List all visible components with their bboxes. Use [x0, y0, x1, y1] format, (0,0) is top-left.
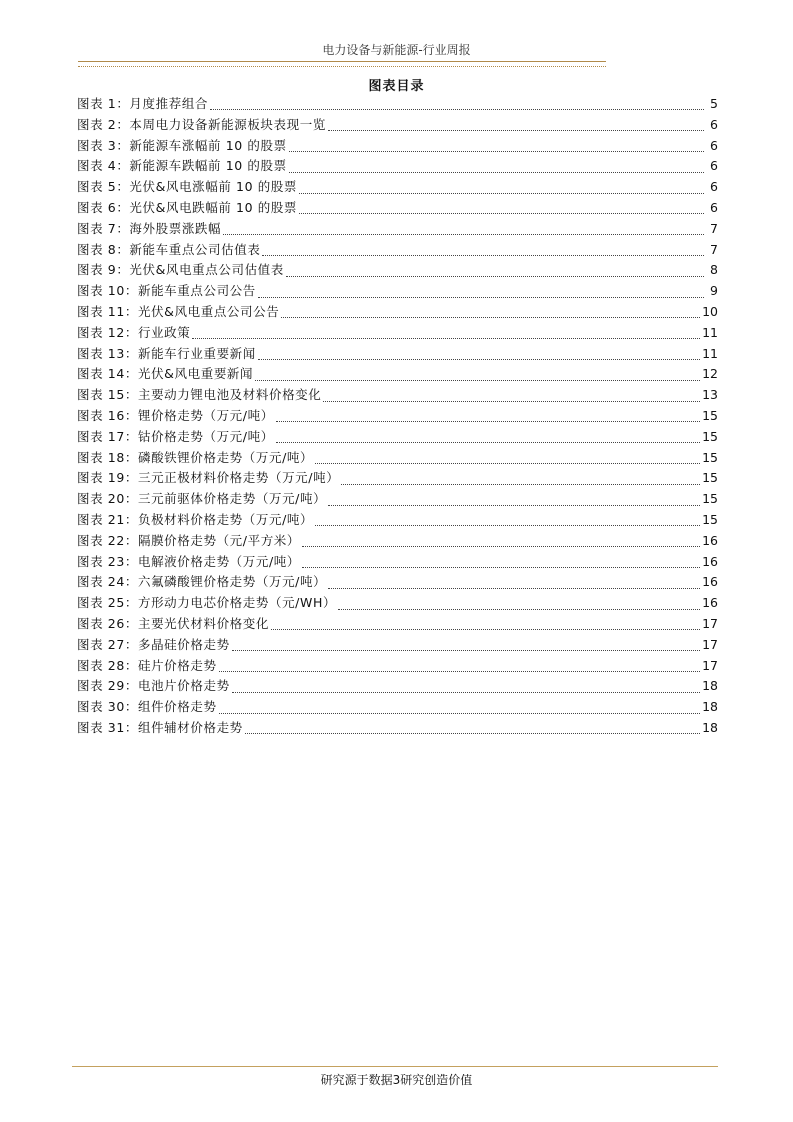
toc-entry-label: 图表 30：组件价格走势 — [77, 699, 217, 715]
toc-entry-page: 11 — [702, 324, 718, 340]
toc-dot-leader — [338, 608, 700, 610]
toc-dot-leader — [258, 296, 704, 298]
toc-entry-label: 图表 12：行业政策 — [77, 324, 191, 340]
toc-entry[interactable] — [77, 718, 718, 739]
toc-dot-leader — [232, 649, 700, 651]
toc-entry-label: 图表 18：磷酸铁锂价格走势（万元/吨） — [77, 449, 314, 465]
toc-entry[interactable] — [77, 385, 718, 406]
toc-dot-leader — [262, 254, 704, 256]
toc-entry-label: 图表 4：新能源车跌幅前 10 的股票 — [77, 158, 287, 174]
toc-entry-page: 16 — [702, 574, 718, 590]
toc-entry-page: 6 — [710, 199, 718, 215]
toc-entry-page: 6 — [710, 116, 718, 132]
toc-entry-label: 图表 14：光伏&风电重要新闻 — [77, 366, 254, 382]
toc-entry-page: 9 — [710, 283, 718, 299]
toc-entry[interactable] — [77, 344, 718, 365]
toc-entry-label: 图表 2：本周电力设备新能源板块表现一览 — [77, 116, 326, 132]
toc-dot-leader — [271, 628, 700, 630]
toc-entry[interactable] — [77, 323, 718, 344]
toc-entry-label: 图表 23：电解液价格走势（万元/吨） — [77, 553, 300, 569]
toc-entry-label: 图表 9：光伏&风电重点公司估值表 — [77, 262, 284, 278]
toc-entry[interactable] — [77, 115, 718, 136]
toc-dot-leader — [258, 358, 700, 360]
toc-entry-label: 图表 22：隔膜价格走势（元/平方米） — [77, 532, 300, 548]
toc-entry[interactable] — [77, 552, 718, 573]
toc-entry[interactable] — [77, 219, 718, 240]
toc-dot-leader — [281, 316, 700, 318]
toc-dot-leader — [328, 129, 704, 131]
toc-entry-label: 图表 27：多晶硅价格走势 — [77, 636, 230, 652]
toc-entry-label: 图表 1：月度推荐组合 — [77, 96, 209, 111]
toc-entry-page: 18 — [702, 678, 718, 694]
toc-entry-label: 图表 20：三元前驱体价格走势（万元/吨） — [77, 491, 327, 507]
toc-dot-leader — [255, 379, 700, 381]
toc-entry[interactable] — [77, 427, 718, 448]
toc-dot-leader — [299, 212, 704, 214]
toc-list — [77, 94, 718, 739]
toc-entry-page: 18 — [702, 719, 718, 735]
footer-divider — [72, 1066, 718, 1067]
toc-dot-leader — [276, 441, 700, 443]
toc-entry-page: 17 — [702, 636, 718, 652]
toc-dot-leader — [299, 192, 704, 194]
toc-entry[interactable] — [77, 572, 718, 593]
toc-entry-page: 15 — [702, 428, 718, 444]
toc-entry-page: 6 — [710, 158, 718, 174]
toc-dot-leader — [328, 504, 700, 506]
toc-entry-label: 图表 25：方形动力电芯价格走势（元/WH） — [77, 595, 337, 611]
toc-entry[interactable] — [77, 198, 718, 219]
toc-entry[interactable] — [77, 364, 718, 385]
toc-entry[interactable] — [77, 468, 718, 489]
toc-entry[interactable] — [77, 635, 718, 656]
toc-entry-label: 图表 3：新能源车涨幅前 10 的股票 — [77, 137, 287, 153]
toc-entry-label: 图表 19：三元正极材料价格走势（万元/吨） — [77, 470, 340, 486]
toc-entry-page: 6 — [710, 137, 718, 153]
toc-entry-page: 11 — [702, 345, 718, 361]
toc-entry[interactable] — [77, 614, 718, 635]
toc-entry-label: 图表 15：主要动力锂电池及材料价格变化 — [77, 387, 322, 403]
toc-entry-label: 图表 7：海外股票涨跌幅 — [77, 220, 222, 236]
toc-dot-leader — [232, 691, 700, 693]
toc-entry-page: 16 — [702, 532, 718, 548]
toc-entry-label: 图表 31：组件辅材价格走势 — [77, 719, 243, 735]
toc-dot-leader — [192, 337, 700, 339]
toc-dot-leader — [223, 233, 704, 235]
toc-entry[interactable] — [77, 260, 718, 281]
toc-entry[interactable] — [77, 94, 718, 115]
toc-entry-page: 15 — [702, 407, 718, 423]
toc-entry[interactable] — [77, 510, 718, 531]
toc-entry-page: 17 — [702, 657, 718, 673]
toc-entry-label: 图表 13：新能车行业重要新闻 — [77, 345, 256, 361]
toc-dot-leader — [302, 566, 700, 568]
toc-entry-label: 图表 6：光伏&风电跌幅前 10 的股票 — [77, 199, 298, 215]
toc-dot-leader — [219, 712, 701, 714]
toc-entry[interactable] — [77, 240, 718, 261]
toc-entry-page: 15 — [702, 491, 718, 507]
toc-entry[interactable] — [77, 302, 718, 323]
toc-dot-leader — [276, 420, 700, 422]
toc-dot-leader — [315, 524, 700, 526]
toc-entry-page: 13 — [702, 387, 718, 403]
toc-entry[interactable] — [77, 593, 718, 614]
toc-dot-leader — [219, 670, 701, 672]
toc-entry-label: 图表 11：光伏&风电重点公司公告 — [77, 303, 280, 319]
toc-entry-page: 15 — [702, 511, 718, 527]
toc-entry-page: 6 — [710, 179, 718, 195]
toc-entry-label: 图表 16：锂价格走势（万元/吨） — [77, 407, 274, 423]
toc-entry-page: 5 — [710, 96, 718, 111]
toc-entry-label: 图表 8：新能车重点公司估值表 — [77, 241, 261, 257]
header-divider — [78, 61, 606, 62]
toc-entry[interactable] — [77, 281, 718, 302]
footer-slogan: 研究源于数据3研究创造价值 — [320, 1073, 473, 1087]
toc-entry-page: 10 — [702, 303, 718, 319]
toc-entry[interactable] — [77, 531, 718, 552]
toc-entry[interactable] — [77, 177, 718, 198]
toc-entry-page: 7 — [710, 220, 718, 236]
toc-entry-label: 图表 29：电池片价格走势 — [77, 678, 230, 694]
toc-entry-page: 15 — [702, 449, 718, 465]
toc-entry[interactable] — [77, 448, 718, 469]
toc-dot-leader — [245, 732, 700, 734]
toc-entry[interactable] — [77, 676, 718, 697]
toc-entry[interactable] — [77, 697, 718, 718]
toc-entry-label: 图表 10：新能车重点公司公告 — [77, 283, 256, 299]
toc-entry-page: 17 — [702, 615, 718, 631]
toc-entry-label: 图表 26：主要光伏材料价格变化 — [77, 615, 269, 631]
toc-dot-leader — [286, 275, 704, 277]
toc-entry-label: 图表 28：硅片价格走势 — [77, 657, 217, 673]
toc-entry-page: 16 — [702, 595, 718, 611]
toc-dot-leader — [302, 545, 700, 547]
toc-dot-leader — [210, 108, 704, 110]
toc-entry-label: 图表 24：六氟磷酸锂价格走势（万元/吨） — [77, 574, 327, 590]
toc-entry-page: 12 — [702, 366, 718, 382]
toc-entry-page: 8 — [710, 262, 718, 278]
toc-entry-page: 18 — [702, 699, 718, 715]
toc-entry-label: 图表 17：钴价格走势（万元/吨） — [77, 428, 274, 444]
header-dotted-divider — [78, 66, 606, 67]
report-header-title: 电力设备与新能源-行业周报 — [322, 43, 471, 57]
toc-dot-leader — [315, 462, 700, 464]
toc-entry[interactable] — [77, 156, 718, 177]
toc-entry[interactable] — [77, 136, 718, 157]
toc-entry-page: 7 — [710, 241, 718, 257]
toc-dot-leader — [328, 587, 700, 589]
toc-entry[interactable] — [77, 656, 718, 677]
toc-entry-label: 图表 5：光伏&风电涨幅前 10 的股票 — [77, 179, 298, 195]
toc-title: 图表目录 — [368, 79, 425, 94]
toc-entry-page: 15 — [702, 470, 718, 486]
toc-entry[interactable] — [77, 489, 718, 510]
toc-entry-label: 图表 21：负极材料价格走势（万元/吨） — [77, 511, 314, 527]
toc-entry[interactable] — [77, 406, 718, 427]
toc-dot-leader — [289, 150, 704, 152]
toc-dot-leader — [341, 483, 700, 485]
toc-dot-leader — [323, 400, 700, 402]
toc-entry-page: 16 — [702, 553, 718, 569]
toc-dot-leader — [289, 171, 704, 173]
